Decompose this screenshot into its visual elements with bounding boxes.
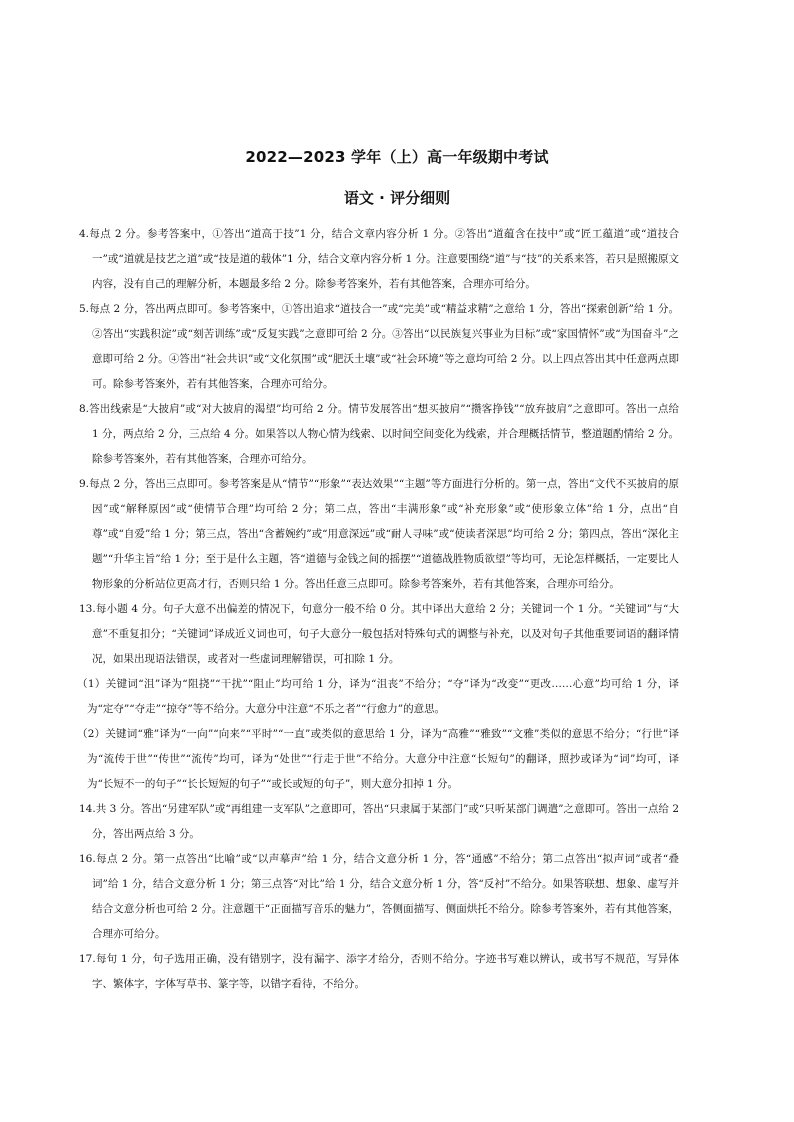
rule-item-14: 14.共 3 分。答出“另建军队”或“再组建一支军队”之意即可，答出“只隶属于某部门”或“只听某部门调遣”之意即可。答出一点给 2 分，答出两点给 3 分。: [79, 803, 679, 840]
rule-item-8: 8.答出线索是“大披肩”或“对大披肩的渴望”均可给 2 分。情节发展答出“想买披肩”“攒客挣钱”“放弃披肩”之意即可。答出一点给 1 分，两点给 2 分，三点给 4 分。如果答以人物心情为线索、以时间空间变化为线索，并合理概括情节，整道题酌情给 2 分。除参考答案外，若有其他答案，合理亦可给分。: [79, 403, 679, 465]
rule-item-9: 9.每点 2 分，答出三点即可。参考答案是从“情节”“形象”“表达效果”“主题”等方面进行分析的。第一点，答出“文代不买披肩的原因”或“解释原因”或“使情节合理”均可给 2 分；第二点，答出“丰满形象”或“补充形象”或“使形象立体”给 1 分，点出“自尊”或“自爱”给 1 分；第三点，答出“含蓄婉约”或“用意深远”或“耐人寻味”或“使读者深思”均可给 2 分；第四点，答出“深化主题”“升华主旨”给 1 分；至于是什么主题，答“道德与金钱之间的摇摆”“道德战胜物质欲望”等均可，无论怎样概括，一定要比人物形象的分析站位更高才行，否则只给 1 分。答出任意三点即可。除参考答案外，若有其他答案，合理亦可给分。: [79, 478, 679, 590]
rule-item-13-1: （1）关键词“沮”译为“阻挠”“干扰”“阻止”均可给 1 分，译为“沮丧”不给分；“夺”译为“改变”“更改……心意”均可给 1 分，译为“定夺”“夺走”“掠夺”等不给分。大意分中注意“不乐之者”“行愈力”的意思。: [77, 678, 679, 715]
page-subtitle: 语文 · 评分细则: [343, 189, 451, 207]
rule-item-5: 5.每点 2 分，答出两点即可。参考答案中，①答出追求“道技合一”或“完美”或“精益求精”之意给 1 分，答出“探索创新”给 1 分。②答出“实践积淀”或“刻苦训练”或“反复实践”之意即可给 2 分。③答出“以民族复兴事业为目标”或“家国情怀”或“为国奋斗”之意即可给 2 分。④答出“社会共识”或“文化氛围”或“肥沃土壤”或“社会环境”等之意均可给 2 分。以上四点答出其中任意两点即可。除参考答案外，若有其他答案，合理亦可给分。: [79, 303, 679, 390]
scoring-rules-list: [79, 222, 679, 997]
rule-item-4: 4.每点 2 分。参考答案中，①答出“道高于技”1 分，结合文章内容分析 1 分。②答出“道蕴含在技中”或“匠工蕴道”或“道技合一”或“道就是技艺之道”或“技是道的载体”1 分，结合文章内容分析 1 分。注意要围绕“道”与“技”的关系来答，若只是照搬原文内容，没有自己的理解分析，本题最多给 2 分。除参考答案外，若有其他答案，合理亦可给分。: [79, 228, 679, 290]
page-title: 2022—2023 学年（上）高一年级期中考试: [245, 148, 549, 166]
rule-item-17: 17.每句 1 分，句子选用正确，没有错别字，没有漏字、添字才给分，否则不给分。字迹书写难以辨认，或书写不规范，写异体字、繁体字，字体写草书、篆字等，以错字看待，不给分。: [79, 953, 679, 990]
rule-item-16: 16.每点 2 分。第一点答出“比喻”或“以声摹声”给 1 分，结合文意分析 1 分，答“通感”不给分；第二点答出“拟声词”或者“叠词”给 1 分，结合文意分析 1 分；第三点答“对比”给 1 分，结合文意分析 1 分，答“反衬”不给分。如果答联想、想象、虚写并结合文意分析也可给 2 分。注意题干“正面描写音乐的魅力”，答侧面描写、侧面烘托不给分。除参考答案外，若有其他答案，合理亦可给分。: [79, 853, 679, 940]
rule-item-13-2: （2）关键词“雅”译为“一向”“向来”“平时”“一直”或类似的意思给 1 分，译为“高雅”“雅致”“文雅”类似的意思不给分；“行世”译为“流传于世”“传世”“流传”均可，译为“处世”“行走于世”不给分。大意分中注意“长短句”的翻译，照抄或译为“词”均可，译为“长短不一的句子”“长长短短的句子”“或长或短的句子”，则大意分扣掉 1 分。: [77, 728, 679, 790]
rule-item-13: 13.每小题 4 分。句子大意不出偏差的情况下，句意分一般不给 0 分。其中译出大意给 2 分；关键词一个 1 分。“关键词”与“大意”不重复扣分；“关键词”译成近义词也可，句子大意分一般包括对特殊句式的调整与补充，以及对句子其他重要词语的翻译情况，如果出现语法错误，或者对一些虚词理解错误，可扣除 1 分。: [79, 603, 679, 665]
